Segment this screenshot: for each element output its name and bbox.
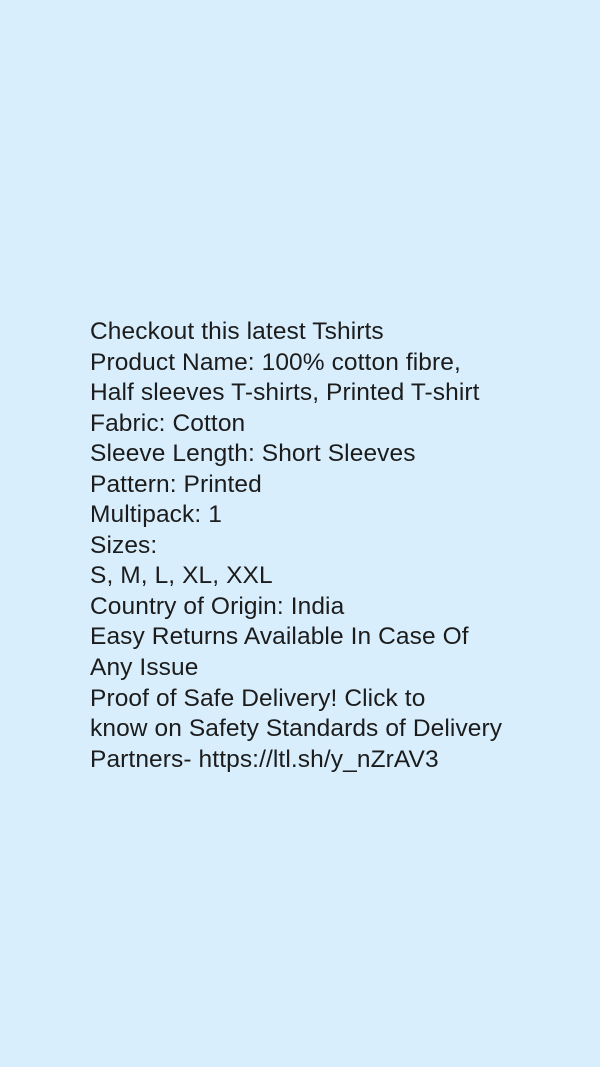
- description-line-sleeve-length: Sleeve Length: Short Sleeves: [90, 440, 416, 468]
- description-line-safe-delivery-cont: know on Safety Standards of Delivery: [90, 715, 503, 743]
- description-line-easy-returns-cont: Any Issue: [90, 654, 199, 682]
- description-line-product-name-cont: Half sleeves T-shirts, Printed T-shirt: [90, 379, 480, 407]
- description-line-title: Checkout this latest Tshirts: [90, 318, 384, 345]
- description-line-product-name: Product Name: 100% cotton fibre,: [90, 348, 461, 376]
- description-line-sizes-label: Sizes:: [90, 531, 158, 559]
- description-line-fabric: Fabric: Cotton: [90, 409, 246, 437]
- product-description: [90, 317, 560, 775]
- description-line-multipack: Multipack: 1: [90, 501, 222, 529]
- description-line-sizes-values: S, M, L, XL, XXL: [90, 562, 273, 590]
- description-line-pattern: Pattern: Printed: [90, 470, 262, 498]
- description-line-partners-link: Partners- https://ltl.sh/y_nZrAV3: [90, 745, 439, 773]
- description-line-safe-delivery: Proof of Safe Delivery! Click to: [90, 684, 426, 712]
- description-line-country-of-origin: Country of Origin: India: [90, 592, 345, 620]
- description-line-easy-returns: Easy Returns Available In Case Of: [90, 623, 469, 651]
